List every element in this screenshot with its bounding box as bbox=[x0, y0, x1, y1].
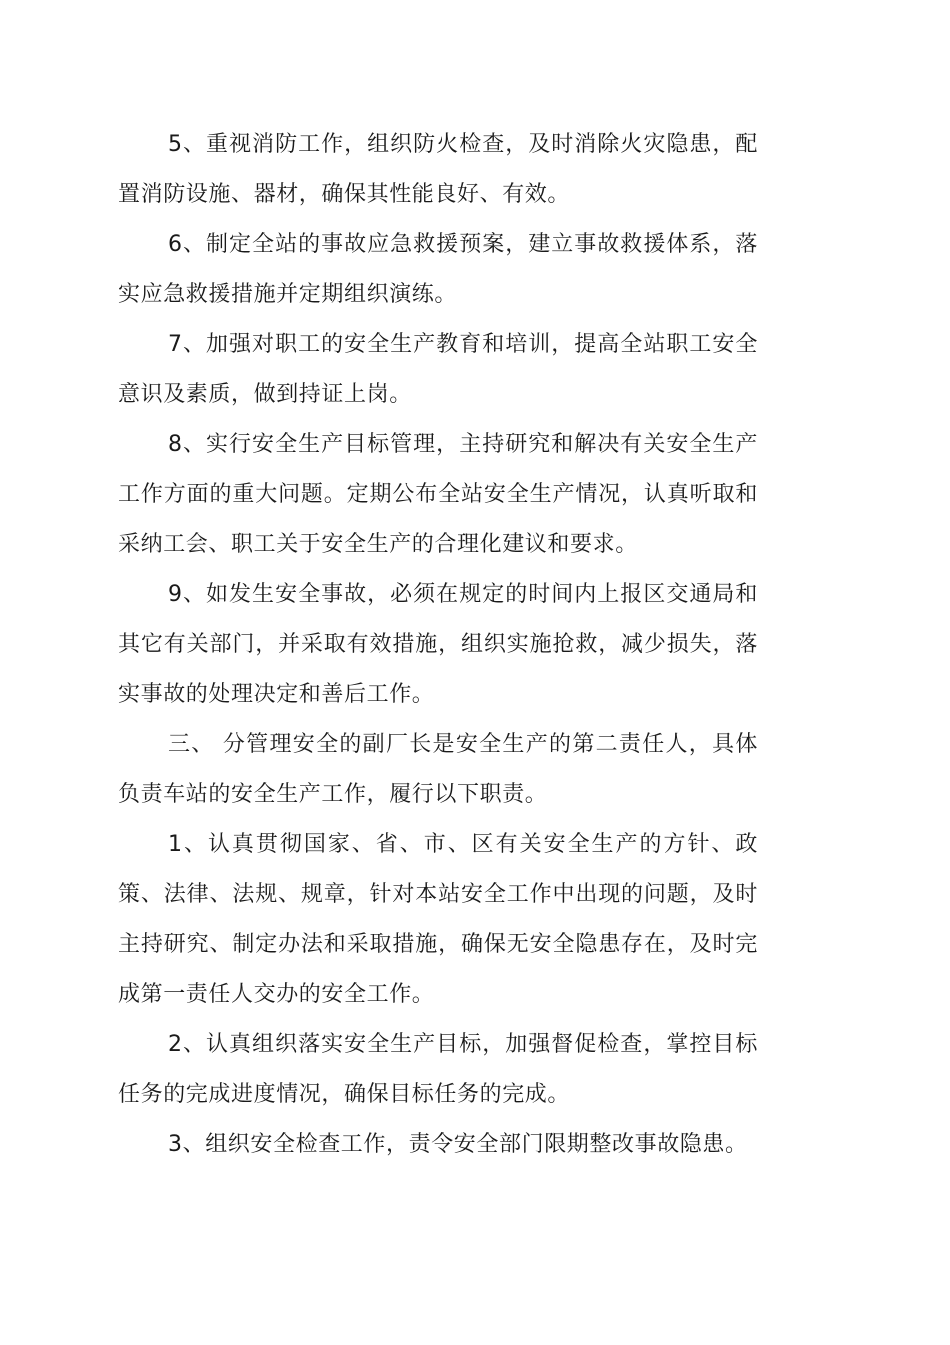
paragraph-item-1: 1、认真贯彻国家、省、市、区有关安全生产的方针、政策、法律、法规、规章，针对本站安全工作中出现的问题，及时主持研究、制定办法和采取措施，确保无安全隐患存在，及时完成第一责任人交办的安全工作。 bbox=[118, 832, 758, 1007]
paragraph-item-9: 9、如发生安全事故，必须在规定的时间内上报区交通局和其它有关部门，并采取有效措施，组织实施抢救，减少损失，落实事故的处理决定和善后工作。 bbox=[118, 582, 758, 707]
paragraph-item-8: 8、实行安全生产目标管理，主持研究和解决有关安全生产工作方面的重大问题。定期公布全站安全生产情况，认真听取和采纳工会、职工关于安全生产的合理化建议和要求。 bbox=[118, 432, 758, 557]
paragraph-item-5: 5、重视消防工作，组织防火检查，及时消除火灾隐患，配置消防设施、器材，确保其性能良好、有效。 bbox=[118, 132, 758, 207]
document-body bbox=[118, 120, 758, 1170]
paragraph-item-7: 7、加强对职工的安全生产教育和培训，提高全站职工安全意识及素质，做到持证上岗。 bbox=[118, 332, 758, 407]
section-three-heading: 三、 分管理安全的副厂长是安全生产的第二责任人，具体负责车站的安全生产工作，履行以下职责。 bbox=[118, 732, 758, 807]
paragraph-item-6: 6、制定全站的事故应急救援预案，建立事故救援体系，落实应急救援措施并定期组织演练。 bbox=[118, 232, 758, 307]
paragraph-item-3: 3、组织安全检查工作，责令安全部门限期整改事故隐患。 bbox=[168, 1132, 748, 1157]
paragraph-item-2: 2、认真组织落实安全生产目标，加强督促检查，掌控目标任务的完成进度情况，确保目标任务的完成。 bbox=[118, 1032, 758, 1107]
